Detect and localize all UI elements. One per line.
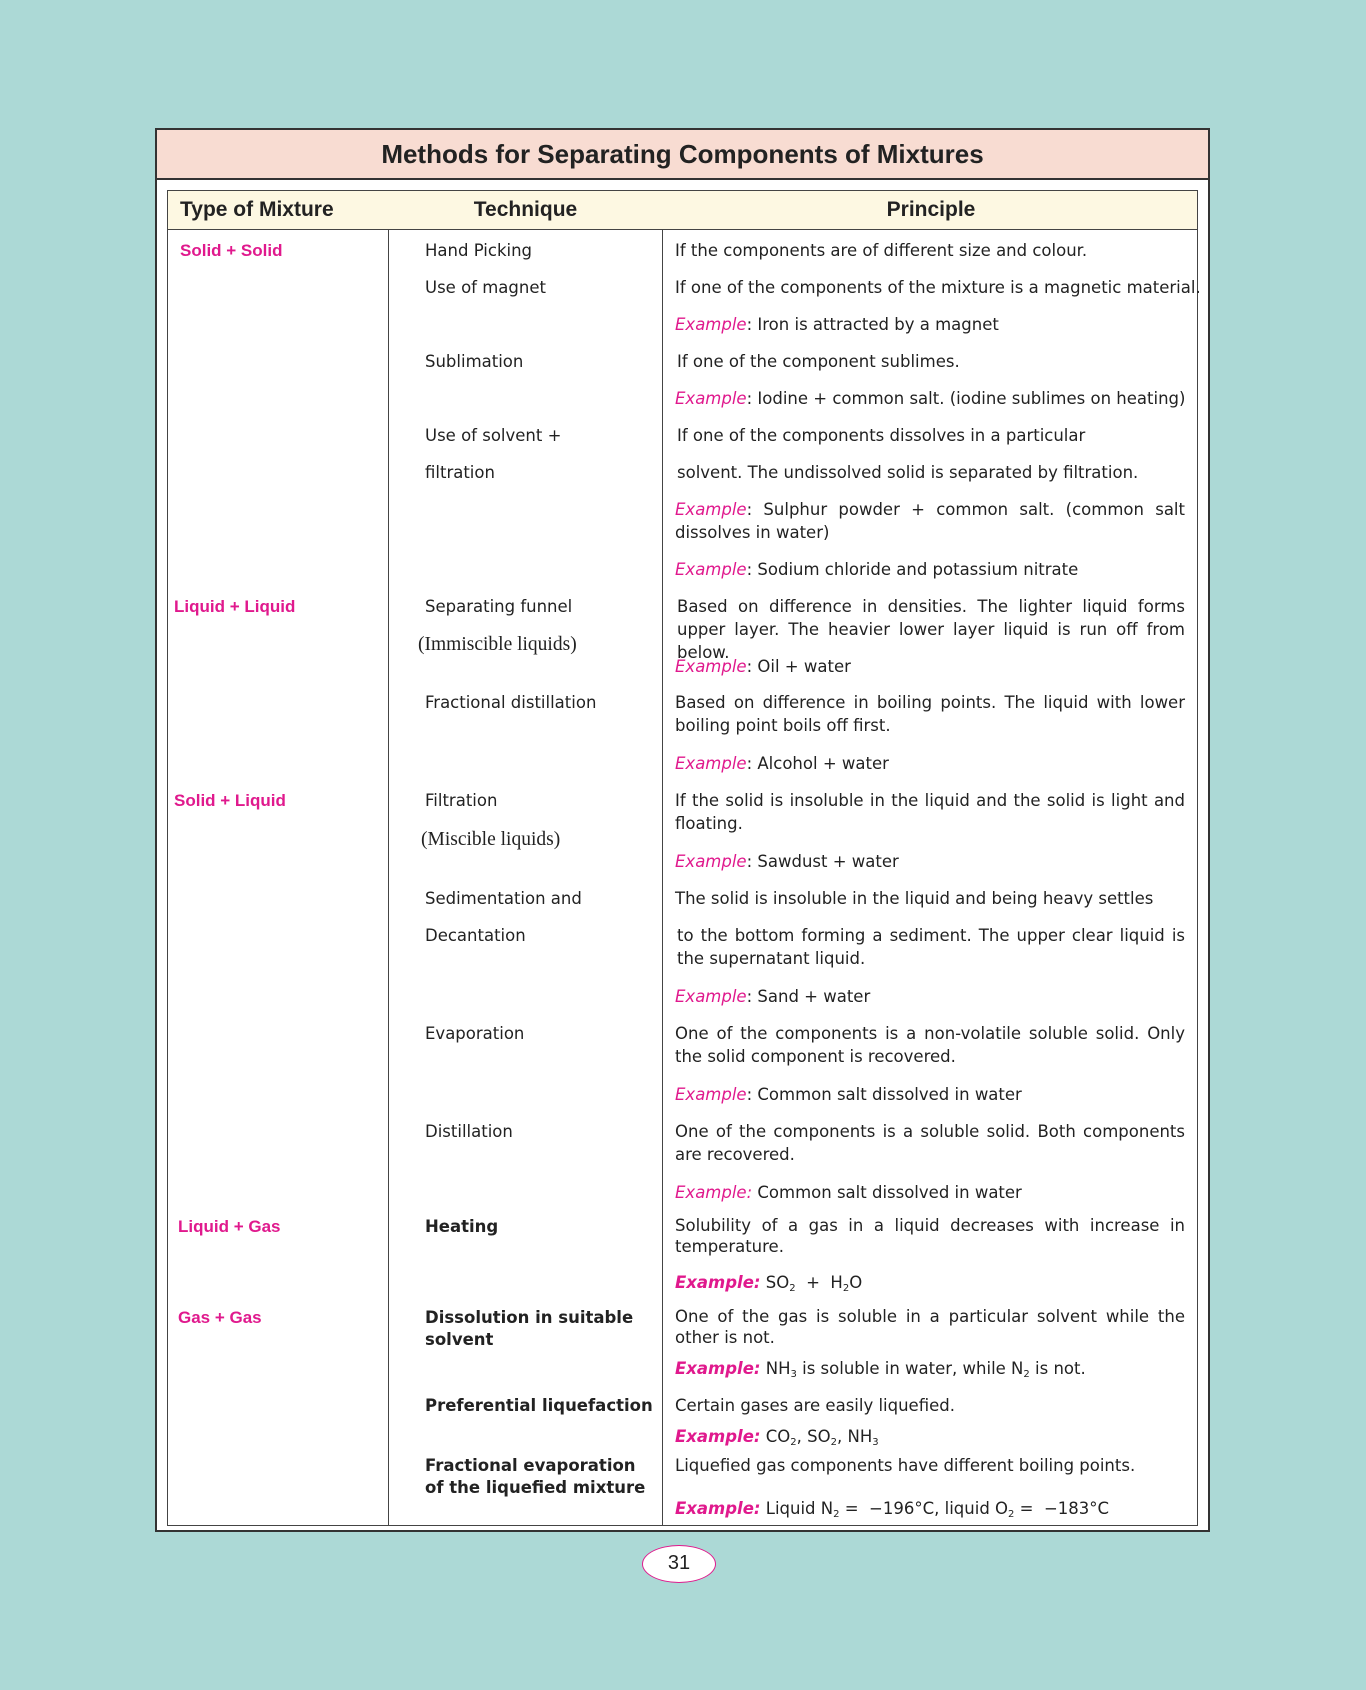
example-sodium-chloride: Example: Sodium chloride and potassium nitrate — [675, 560, 1079, 579]
example-so2-h2o: Example: $SO_2 + H_2O$ — [675, 1273, 863, 1294]
principle-heavy-settles: The solid is insoluble in the liquid and being heavy settles — [675, 889, 1154, 908]
technique-note-immiscible: (Immiscible liquids) — [418, 634, 577, 655]
example-magnet: Example: Iron is attracted by a magnet — [675, 315, 999, 334]
technique-hand-picking: Hand Picking — [425, 241, 533, 260]
page-title: Methods for Separating Components of Mixtures — [157, 130, 1208, 180]
group-solid-liquid: Solid + Liquid — [174, 791, 286, 810]
technique-note-miscible: (Miscible liquids) — [421, 829, 561, 850]
technique-sedimentation: Sedimentation and — [425, 889, 582, 908]
example-nh3: Example: $NH_3$ is soluble in water, while $N_2$ is not. — [675, 1359, 1086, 1380]
example-sand: Example: Sand + water — [675, 987, 871, 1006]
technique-sublimation: Sublimation — [425, 352, 524, 371]
technique-preferential-liquefaction: Preferential liquefaction — [425, 1396, 653, 1415]
example-oil-water: Example: Oil + water — [675, 657, 851, 676]
group-liquid-liquid: Liquid + Liquid — [174, 597, 296, 616]
technique-fractional-evaporation-2: of the liquefied mixture — [425, 1478, 646, 1497]
principle-magnetic: If one of the components of the mixture is a magnetic material. — [675, 278, 1201, 297]
header-principle: Principle — [886, 198, 976, 221]
column-divider — [662, 191, 663, 1525]
principle-sediment: to the bottom forming a sediment. The upper clear liquid is the supernatant liquid. — [677, 926, 1185, 968]
technique-solvent: Use of solvent + — [425, 426, 562, 445]
table-header — [168, 191, 1197, 230]
principle-sublimes: If one of the component sublimes. — [677, 352, 960, 371]
header-technique: Technique — [473, 198, 578, 221]
technique-filtration: filtration — [425, 463, 495, 482]
table-frame — [155, 128, 1210, 1532]
example-salt-evaporation: Example: Common salt dissolved in water — [675, 1085, 1022, 1104]
technique-evaporation: Evaporation — [425, 1024, 525, 1043]
principle-dissolves: If one of the components dissolves in a particular — [677, 426, 1086, 445]
example-sulphur: Example: Sulphur powder + common salt. (common salt dissolves in water) — [675, 500, 1185, 542]
example-co2-so2-nh3: Example: $CO_2$, $SO_2$, $NH_3$ — [675, 1427, 879, 1448]
principle-undissolved: solvent. The undissolved solid is separated by filtration. — [677, 463, 1139, 482]
principle-size-colour: If the components are of different size and colour. — [675, 241, 1088, 260]
principle-non-volatile: One of the components is a non-volatile soluble solid. Only the solid component is recovered. — [675, 1024, 1185, 1066]
principle-soluble-solid: One of the components is a soluble solid. Both components are recovered. — [675, 1122, 1185, 1164]
technique-dissolution: Dissolution in suitable — [425, 1308, 634, 1327]
principle-boiling-points: Based on difference in boiling points. The liquid with lower boiling point boils off first. — [675, 693, 1185, 735]
methods-table — [167, 190, 1201, 1526]
principle-liquefied: Certain gases are easily liquefied. — [675, 1396, 955, 1415]
group-gas-gas: Gas + Gas — [178, 1308, 262, 1327]
example-liquid-n2-o2: Example: Liquid $N_2 = -196^\circ C$, liquid $O_2 = -183^\circ C$ — [675, 1499, 1110, 1520]
technique-dissolution-2: solvent — [425, 1330, 494, 1349]
group-liquid-gas: Liquid + Gas — [178, 1217, 281, 1236]
technique-magnet: Use of magnet — [425, 278, 546, 297]
example-salt-distillation: Example: Common salt dissolved in water — [675, 1183, 1022, 1202]
technique-fractional-distillation: Fractional distillation — [425, 693, 597, 712]
technique-filtration-2: Filtration — [425, 791, 498, 810]
principle-insoluble-light: If the solid is insoluble in the liquid and the solid is light and floating. — [675, 791, 1185, 833]
technique-heating: Heating — [425, 1217, 499, 1236]
principle-densities: Based on difference in densities. The lighter liquid forms upper layer. The heavier lower layer liquid is run off from below. — [677, 597, 1185, 662]
technique-fractional-evaporation: Fractional evaporation — [425, 1456, 636, 1475]
column-divider — [388, 191, 389, 1525]
principle-gas-solubility: Solubility of a gas in a liquid decreases with increase in temperature. — [675, 1216, 1185, 1256]
page-number: 31 — [642, 1545, 716, 1583]
example-sublimation: Example: Iodine + common salt. (iodine sublimes on heating) — [675, 389, 1186, 408]
group-solid-solid: Solid + Solid — [180, 241, 283, 260]
principle-boiling-components: Liquefied gas components have different boiling points. — [675, 1456, 1136, 1475]
technique-decantation: Decantation — [425, 926, 526, 945]
example-sawdust: Example: Sawdust + water — [675, 852, 899, 871]
principle-gas-soluble: One of the gas is soluble in a particular solvent while the other is not. — [675, 1307, 1185, 1347]
technique-separating-funnel: Separating funnel — [425, 597, 573, 616]
technique-distillation: Distillation — [425, 1122, 513, 1141]
header-type: Type of Mixture — [180, 198, 334, 221]
example-alcohol-water: Example: Alcohol + water — [675, 754, 889, 773]
